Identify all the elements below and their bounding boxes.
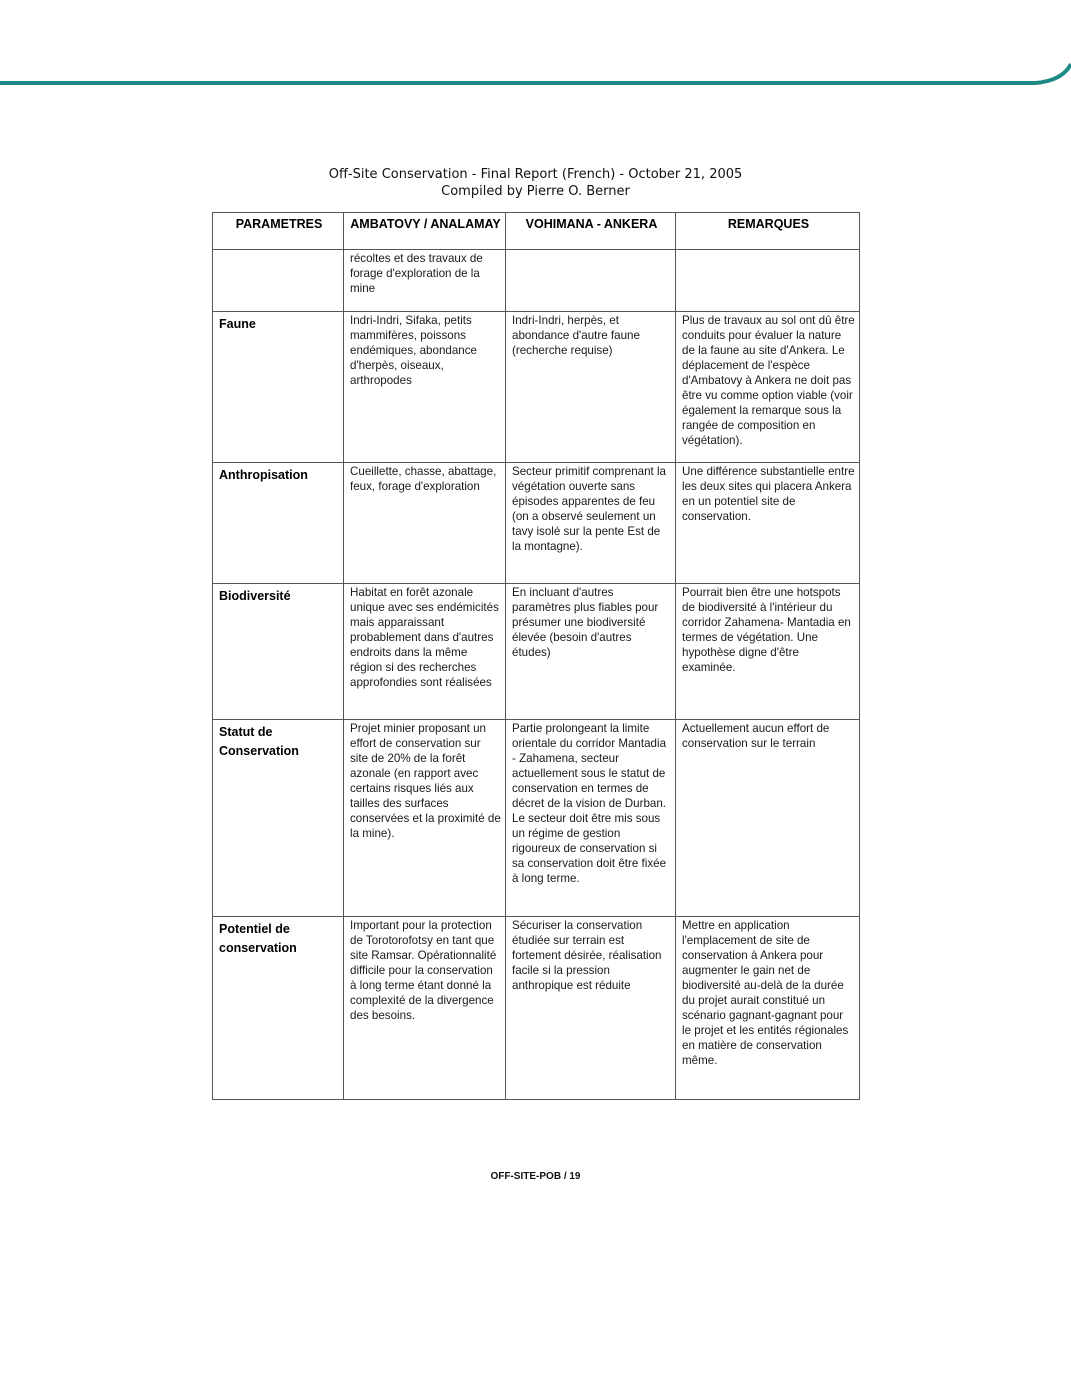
cell-param: Biodiversité [213, 584, 344, 720]
cell-ambatovy: Indri-Indri, Sifaka, petits mammifères, poissons endémiques, abondance d'herpès, oiseaux, arthropodes [344, 312, 506, 463]
page-footer: OFF-SITE-POB / 19 [490, 1171, 581, 1182]
column-header-ambatovy: AMBATOVY / ANALAMAY [344, 213, 506, 250]
cell-vohimana [506, 250, 676, 312]
table-row [213, 584, 860, 720]
cell-ambatovy: Projet minier proposant un effort de conservation sur site de 20% de la forêt azonale (en rapport avec certains risques liés aux tailles des surfaces conservées et la proximité de la mine). [344, 720, 506, 917]
cell-ambatovy: Habitat en forêt azonale unique avec ses endémicités mais apparaissant probablement dans d'autres endroits dans la même région si des recherches approfondies sont réalisées [344, 584, 506, 720]
cell-param: Anthropisation [213, 463, 344, 584]
cell-ambatovy: Cueillette, chasse, abattage, feux, forage d'exploration [344, 463, 506, 584]
table-row [213, 917, 860, 1100]
cell-param: Potentiel de conservation [213, 917, 344, 1100]
cell-vohimana: Indri-Indri, herpès, et abondance d'autre faune (recherche requise) [506, 312, 676, 463]
header-title: Off-Site Conservation - Final Report (French) - October 21, 2005 [328, 167, 743, 182]
cell-remarques: Plus de travaux au sol ont dû être conduits pour évaluer la nature de la faune au site d'Ankera. Le déplacement de l'espèce d'Ambatovy à Ankera ne doit pas être vu comme option viable (voir également la remarque sous la rangée de composition en végétation). [676, 312, 860, 463]
table-header-row [213, 213, 860, 250]
cell-vohimana: Partie prolongeant la limite orientale du corridor Mantadia - Zahamena, secteur actuellement sous le statut de conservation en termes de décret de la vision de Durban. Le secteur doit être mis sous un régime de gestion rigoureux de conservation si sa conservation doit être fixée à long terme. [506, 720, 676, 917]
table-row [213, 250, 860, 312]
cell-param [213, 250, 344, 312]
column-header-parametres: PARAMETRES [213, 213, 344, 250]
document-header [212, 166, 859, 200]
header-compiler: Compiled by Pierre O. Berner [441, 184, 630, 199]
cell-remarques: Mettre en application l'emplacement de site de conservation à Ankera pour augmenter le gain net de biodiversité au-delà de la durée du projet aurait constitué un scénario gagnant-gagnant pour le projet et les entités régionales en matière de conservation même. [676, 917, 860, 1100]
cell-remarques: Pourrait bien être une hotspots de biodiversité à l'intérieur du corridor Zahamena- Mantadia en termes de végétation. Une hypothèse digne d'être examinée. [676, 584, 860, 720]
cell-remarques: Une différence substantielle entre les deux sites qui placera Ankera en un potentiel site de conservation. [676, 463, 860, 584]
table-row [213, 312, 860, 463]
cell-ambatovy: Important pour la protection de Torotorofotsy en tant que site Ramsar. Opérationnalité difficile pour la conservation à long terme étant donné la complexité de la divergence des besoins. [344, 917, 506, 1100]
table-row [213, 463, 860, 584]
cell-remarques [676, 250, 860, 312]
cell-param: Statut de Conservation [213, 720, 344, 917]
column-header-vohimana: VOHIMANA - ANKERA [506, 213, 676, 250]
table-row [213, 720, 860, 917]
cell-vohimana: Sécuriser la conservation étudiée sur terrain est fortement désirée, réalisation facile si la pression anthropique est réduite [506, 917, 676, 1100]
cell-ambatovy: récoltes et des travaux de forage d'exploration de la mine [344, 250, 506, 312]
cell-vohimana: En incluant d'autres paramètres plus fiables pour présumer une biodiversité élevée (besoin d'autres études) [506, 584, 676, 720]
cell-param: Faune [213, 312, 344, 463]
comparison-table [212, 212, 860, 1100]
column-header-remarques: REMARQUES [676, 213, 860, 250]
cell-vohimana: Secteur primitif comprenant la végétation ouverte sans épisodes apparentes de feu (on a observé seulement un tavy isolé sur la pente Est de la montagne). [506, 463, 676, 584]
accent-curve [0, 64, 1071, 83]
cell-remarques: Actuellement aucun effort de conservation sur le terrain [676, 720, 860, 917]
header-accent-line [0, 0, 1071, 100]
